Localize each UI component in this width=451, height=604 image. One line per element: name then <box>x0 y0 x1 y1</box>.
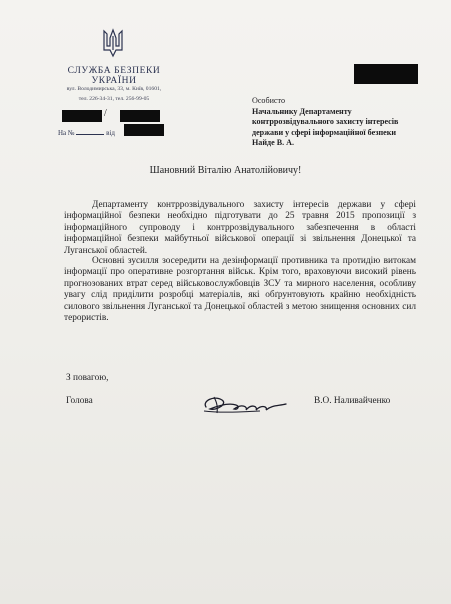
paragraph-1: Департаменту контррозвідувального захисту інтересів держави у сфері інформаційної безпеки необхідно підготувати до 25 травня 2015 пропозиції з інформаційного супроводу і контррозвідувального забезпечення в області інформаційної безпеки майбутньої військової операції зі звільнення Донецької та Луганської областей. <box>64 200 416 256</box>
address-line-2: тел. 226-34-31, тел. 256-99-05 <box>78 96 150 102</box>
ref-separator: / <box>104 108 107 119</box>
recipient-block <box>252 96 442 149</box>
organization-name: СЛУЖБА БЕЗПЕКИ УКРАЇНИ <box>67 66 161 86</box>
recipient-name: Найде В. А. <box>252 138 295 147</box>
signer-name: В.О. Наливайченко <box>314 396 391 406</box>
recipient-line-2: контррозвідувального захисту інтересів <box>252 117 399 126</box>
trident-emblem-icon <box>102 28 124 58</box>
incoming-reference <box>58 126 115 137</box>
redaction-block <box>62 110 102 122</box>
redaction-block <box>120 110 160 122</box>
paragraph-2: Основні зусилля зосередити на дезінформації противника та протидію витокам інформації про оперативне розгортання військ. Крім того, враховуючи високий рівень прогнозованих втрат серед військовослужбовців ЗСУ та мирного населення, особливу увагу слід приділити розробці матеріалів, які обґрунтовують крайню необхідність силового звільнення Луганської та Донецької областей з метою знищення основних сил терористів. <box>64 256 416 324</box>
ref-number-label: На № <box>58 129 75 137</box>
salutation: Шановний Віталію Анатолійовичу! <box>149 165 302 176</box>
ref-date-label: від <box>106 129 115 137</box>
redaction-block <box>124 124 164 136</box>
handwritten-signature <box>200 391 292 417</box>
redaction-block <box>354 64 418 84</box>
signer-position: Голова <box>66 396 93 406</box>
address-line-1: вул. Володимирська, 33, м. Київ, 01601, <box>66 86 162 92</box>
ref-number-line <box>76 126 104 135</box>
closing-regards: З повагою, <box>66 373 109 383</box>
recipient-line-1: Начальнику Департаменту <box>252 106 352 116</box>
personal-label: Особисто <box>252 96 286 105</box>
recipient-line-3: держави у сфері інформаційної безпеки <box>252 127 397 137</box>
